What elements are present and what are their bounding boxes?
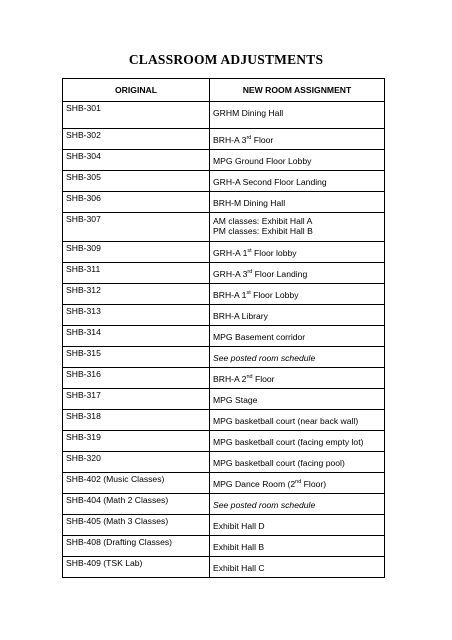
new-assignment: Exhibit Hall B: [210, 536, 385, 557]
new-assignment: GRH-A 3rd Floor Landing: [210, 263, 385, 284]
original-room: SHB-302: [63, 129, 210, 150]
document-title: CLASSROOM ADJUSTMENTS: [128, 52, 324, 67]
table-row: [63, 515, 385, 536]
new-assignment: MPG basketball court (facing empty lot): [210, 431, 385, 452]
table-row: [63, 557, 385, 578]
table-row: [63, 213, 385, 242]
original-room: SHB-312: [63, 284, 210, 305]
table-row: [63, 129, 385, 150]
table-row: [63, 263, 385, 284]
original-room: SHB-405 (Math 3 Classes): [63, 515, 210, 536]
original-room: SHB-408 (Drafting Classes): [63, 536, 210, 557]
table-row: [63, 431, 385, 452]
classroom-adjustments-table: [62, 78, 385, 578]
new-assignment: See posted room schedule: [210, 347, 385, 368]
original-room: SHB-316: [63, 368, 210, 389]
table-row: [63, 368, 385, 389]
new-assignment: BRH-A 3rd Floor: [210, 129, 385, 150]
new-assignment: BRH-M Dining Hall: [210, 192, 385, 213]
table-row: [63, 389, 385, 410]
original-room: SHB-311: [63, 263, 210, 284]
table-row: [63, 473, 385, 494]
original-room: SHB-313: [63, 305, 210, 326]
header-original: ORIGINAL: [63, 79, 210, 102]
new-assignment: MPG basketball court (near back wall): [210, 410, 385, 431]
new-assignment: MPG Ground Floor Lobby: [210, 150, 385, 171]
original-room: SHB-315: [63, 347, 210, 368]
table-row: [63, 284, 385, 305]
original-room: SHB-305: [63, 171, 210, 192]
table-row: [63, 242, 385, 263]
original-room: SHB-301: [63, 102, 210, 129]
new-assignment: BRH-A Library: [210, 305, 385, 326]
new-assignment: BRH-A 2nd Floor: [210, 368, 385, 389]
table-row: [63, 347, 385, 368]
original-room: SHB-307: [63, 213, 210, 242]
new-assignment: BRH-A 1st Floor Lobby: [210, 284, 385, 305]
original-room: SHB-306: [63, 192, 210, 213]
table-row: [63, 494, 385, 515]
original-room: SHB-320: [63, 452, 210, 473]
header-new-room-assignment: NEW ROOM ASSIGNMENT: [210, 79, 385, 102]
new-assignment: See posted room schedule: [210, 494, 385, 515]
new-assignment: Exhibit Hall D: [210, 515, 385, 536]
new-assignment: Exhibit Hall C: [210, 557, 385, 578]
table-row: [63, 150, 385, 171]
original-room: SHB-317: [63, 389, 210, 410]
table-row: [63, 410, 385, 431]
original-room: SHB-309: [63, 242, 210, 263]
original-room: SHB-318: [63, 410, 210, 431]
table-row: [63, 171, 385, 192]
new-assignment: MPG basketball court (facing pool): [210, 452, 385, 473]
original-room: SHB-409 (TSK Lab): [63, 557, 210, 578]
table-row: [63, 452, 385, 473]
original-room: SHB-319: [63, 431, 210, 452]
original-room: SHB-404 (Math 2 Classes): [63, 494, 210, 515]
table-header-row: [63, 79, 385, 102]
table-row: [63, 102, 385, 129]
new-assignment: AM classes: Exhibit Hall A PM classes: Exhibit Hall B: [210, 213, 385, 242]
table-row: [63, 192, 385, 213]
new-assignment: MPG Dance Room (2nd Floor): [210, 473, 385, 494]
new-assignment: GRH-A Second Floor Landing: [210, 171, 385, 192]
table-row: [63, 305, 385, 326]
new-assignment: MPG Stage: [210, 389, 385, 410]
original-room: SHB-314: [63, 326, 210, 347]
table-row: [63, 536, 385, 557]
table-row: [63, 326, 385, 347]
original-room: SHB-304: [63, 150, 210, 171]
new-assignment: GRH-A 1st Floor lobby: [210, 242, 385, 263]
new-assignment: GRHM Dining Hall: [210, 102, 385, 129]
original-room: SHB-402 (Music Classes): [63, 473, 210, 494]
new-assignment: MPG Basement corridor: [210, 326, 385, 347]
